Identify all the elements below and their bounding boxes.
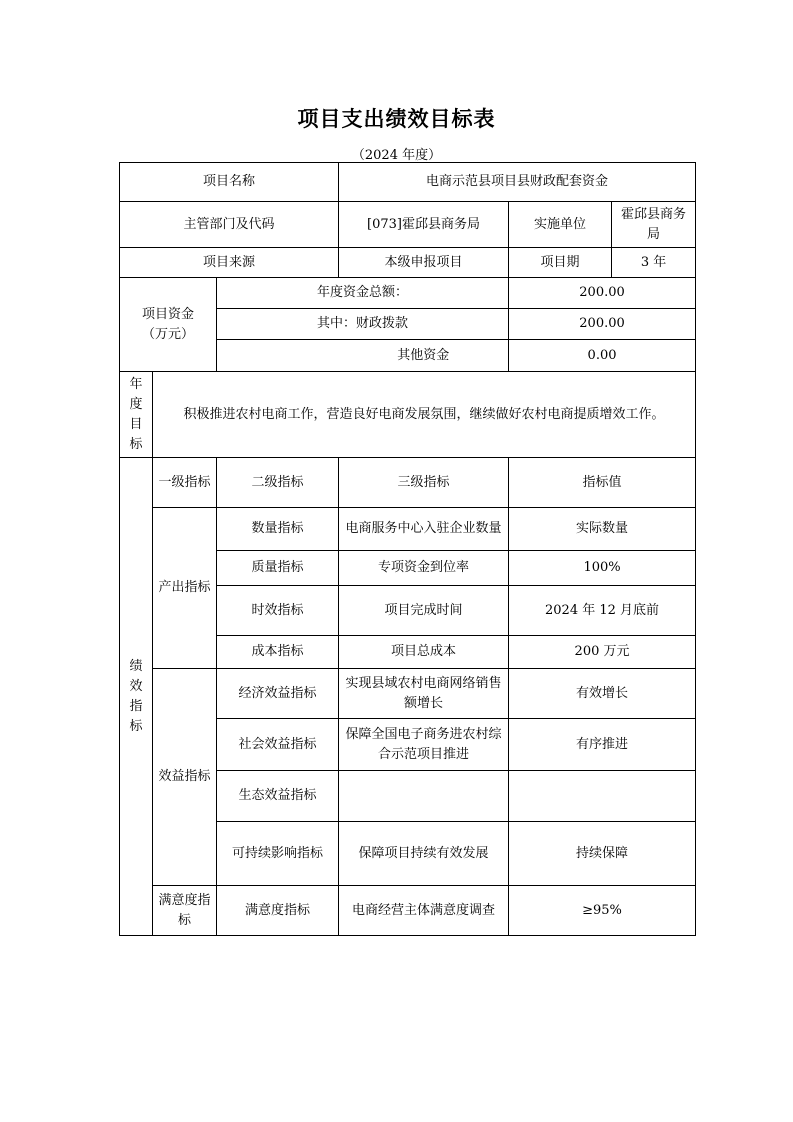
level2-cell: 数量指标 <box>217 508 339 551</box>
level3-cell: 项目总成本 <box>339 636 509 669</box>
project-name-value: 电商示范县项目县财政配套资金 <box>339 163 696 202</box>
department-label: 主管部门及代码 <box>120 202 339 248</box>
indicator-value-cell: ≥95% <box>509 886 696 936</box>
annual-goal-label <box>120 372 153 458</box>
indicator-value-cell <box>509 771 696 822</box>
performance-indicators-char: 效 <box>129 678 143 694</box>
level2-cell: 社会效益指标 <box>217 719 339 771</box>
project-source-value: 本级申报项目 <box>339 248 509 278</box>
document-title: 项目支出绩效目标表 <box>297 107 496 131</box>
row-department <box>120 202 696 248</box>
indicator-value-cell: 100% <box>509 551 696 586</box>
project-funds-label-line2: （万元） <box>141 326 194 342</box>
row-project-name <box>120 163 696 202</box>
level3-cell: 保障项目持续有效发展 <box>339 822 509 886</box>
annual-goal-char: 目 <box>129 416 143 432</box>
level2-cell: 经济效益指标 <box>217 669 339 719</box>
row-source <box>120 248 696 278</box>
indicator-header-row <box>120 458 696 508</box>
satisfaction-indicators-label: 满意度指标 <box>153 886 217 936</box>
level2-cell: 生态效益指标 <box>217 771 339 822</box>
header-value: 指标值 <box>509 458 696 508</box>
level3-cell: 电商经营主体满意度调查 <box>339 886 509 936</box>
table-row <box>120 886 696 936</box>
project-period-value: 3 年 <box>612 248 696 278</box>
implementing-unit-value: 霍邱县商务局 <box>612 202 696 248</box>
output-indicators-label: 产出指标 <box>153 508 217 669</box>
fiscal-allocation-label: 其中：财政拨款 <box>217 309 509 340</box>
row-annual-goal <box>120 372 696 458</box>
performance-indicators-label <box>120 458 153 936</box>
indicator-value-cell: 有效增长 <box>509 669 696 719</box>
annual-funds-total-value: 200.00 <box>509 278 696 309</box>
row-funds-total <box>120 278 696 309</box>
level2-cell: 可持续影响指标 <box>217 822 339 886</box>
indicator-value-cell: 200 万元 <box>509 636 696 669</box>
benefit-indicators-label: 效益指标 <box>153 669 217 886</box>
performance-indicators-char: 指 <box>129 698 143 714</box>
performance-indicators-char: 标 <box>129 718 143 734</box>
performance-goal-table <box>119 162 696 936</box>
document-year: （2024 年度） <box>351 148 442 163</box>
project-funds-label-line1: 项目资金 <box>141 306 194 322</box>
indicator-value-cell: 实际数量 <box>509 508 696 551</box>
level2-cell: 成本指标 <box>217 636 339 669</box>
annual-goal-char: 标 <box>129 436 143 452</box>
project-funds-label <box>120 278 217 372</box>
project-source-label: 项目来源 <box>120 248 339 278</box>
annual-goal-text: 积极推进农村电商工作，营造良好电商发展氛围，继续做好农村电商提质增效工作。 <box>153 372 696 458</box>
project-name-label: 项目名称 <box>120 163 339 202</box>
other-funds-value: 0.00 <box>509 340 696 372</box>
annual-goal-char: 度 <box>129 396 143 412</box>
implementing-unit-label: 实施单位 <box>509 202 612 248</box>
annual-funds-total-label: 年度资金总额： <box>217 278 509 309</box>
level2-cell: 时效指标 <box>217 586 339 636</box>
header-level3: 三级指标 <box>339 458 509 508</box>
level3-cell: 保障全国电子商务进农村综合示范项目推进 <box>339 719 509 771</box>
level3-cell: 电商服务中心入驻企业数量 <box>339 508 509 551</box>
level3-cell <box>339 771 509 822</box>
indicator-value-cell: 2024 年 12 月底前 <box>509 586 696 636</box>
level2-cell: 质量指标 <box>217 551 339 586</box>
indicator-value-cell: 持续保障 <box>509 822 696 886</box>
header-level1: 一级指标 <box>153 458 217 508</box>
indicator-value-cell: 有序推进 <box>509 719 696 771</box>
level3-cell: 实现县域农村电商网络销售额增长 <box>339 669 509 719</box>
table-row <box>120 669 696 719</box>
annual-goal-char: 年 <box>129 376 143 392</box>
level2-cell: 满意度指标 <box>217 886 339 936</box>
table-row <box>120 508 696 551</box>
other-funds-label: 其他资金 <box>339 340 509 372</box>
project-period-label: 项目期 <box>509 248 612 278</box>
other-funds-spacer <box>217 340 339 372</box>
department-value: [073]霍邱县商务局 <box>339 202 509 248</box>
level3-cell: 项目完成时间 <box>339 586 509 636</box>
performance-indicators-char: 绩 <box>129 658 143 674</box>
level3-cell: 专项资金到位率 <box>339 551 509 586</box>
header-level2: 二级指标 <box>217 458 339 508</box>
fiscal-allocation-value: 200.00 <box>509 309 696 340</box>
